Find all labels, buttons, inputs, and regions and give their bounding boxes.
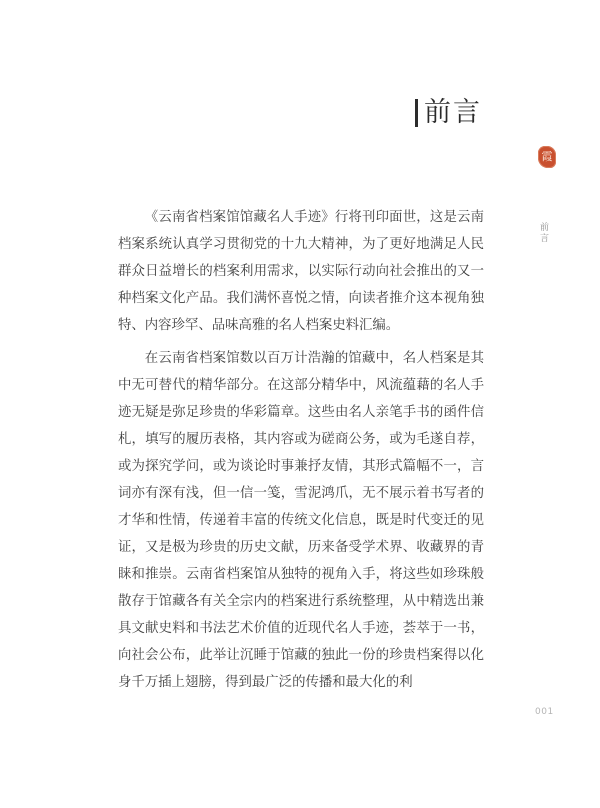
title-block — [415, 96, 482, 130]
preface-body — [118, 204, 484, 696]
seal-stamp-icon: 霞 — [538, 146, 556, 168]
page-title: 前言 — [424, 97, 482, 128]
page-number: 001 — [535, 707, 554, 717]
paragraph: 在云南省档案馆数以百万计浩瀚的馆藏中，名人档案是其中无可替代的精华部分。在这部分精华中，风流蕴藉的名人手迹无疑是弥足珍贵的华彩篇章。这些由名人亲笔手书的函件信札，填写的履历表格，其内容或为磋商公务，或为毛遂自荐，或为探究学问，或为谈论时事兼抒友情，其形式篇幅不一，言词亦有深有浅，但一信一笺，雪泥鸿爪，无不展示着书写者的才华和性情，传递着丰富的传统文化信息，既是时代变迁的见证，又是极为珍贵的历史文献，历来备受学术界、收藏界的青睐和推崇。云南省档案馆从独特的视角入手，将这些如珍珠般散存于馆藏各有关全宗内的档案进行系统整理，从中精选出兼具文献史料和书法艺术价值的近现代名人手迹，荟萃于一书，向社会公布，此举让沉睡于馆藏的独此一份的珍贵档案得以化身千万插上翅膀，得到最广泛的传播和最大化的利 — [118, 351, 484, 690]
running-header-label: 前言 — [538, 222, 548, 244]
paragraph: 《云南省档案馆馆藏名人手迹》行将刊印面世，这是云南档案系统认真学习贯彻党的十九大精神，为了更好地满足人民群众日益增长的档案利用需求，以实际行动向社会推出的又一种档案文化产品。我们满怀喜悦之情，向读者推介这本视角独特、内容珍罕、品味高雅的名人档案史料汇编。 — [118, 210, 484, 333]
title-accent-bar — [415, 99, 418, 127]
